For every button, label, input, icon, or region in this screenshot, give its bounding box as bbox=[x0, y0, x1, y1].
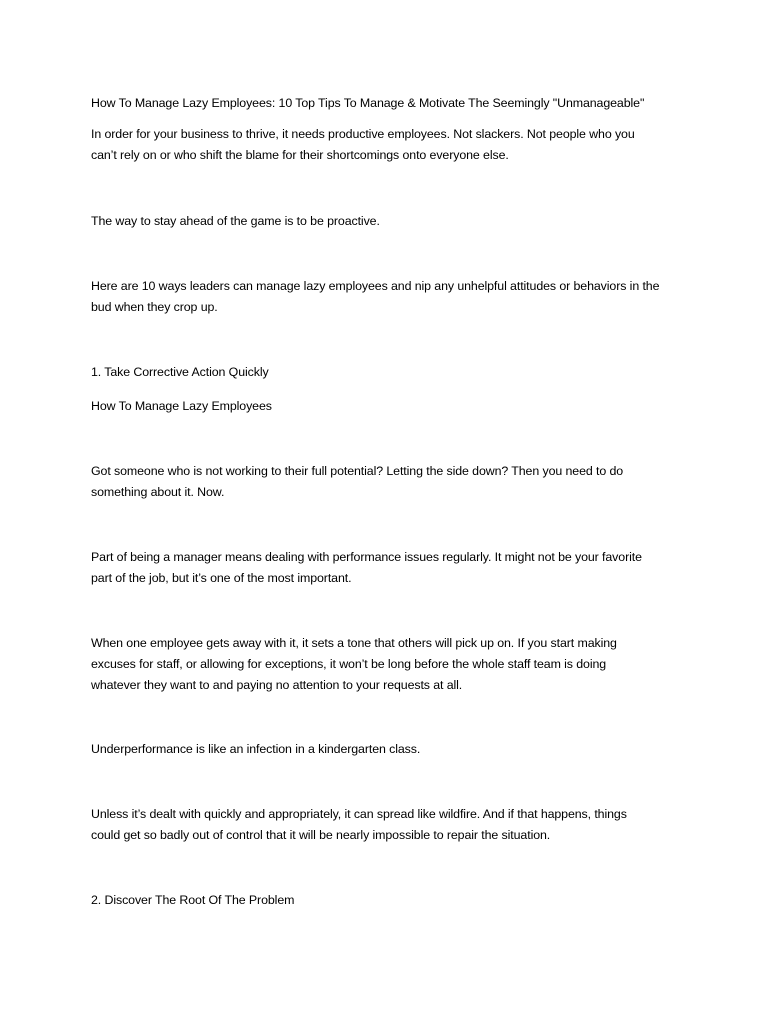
paragraph-line: whatever they want to and paying no attention to your requests at all. bbox=[91, 678, 463, 692]
paragraph-line: Underperformance is like an infection in a kindergarten class. bbox=[91, 742, 421, 756]
paragraph-line: Unless it’s dealt with quickly and appropriately, it can spread like wildfire. And if that happens, things bbox=[91, 807, 627, 821]
paragraph-line: could get so badly out of control that it will be nearly impossible to repair the situation. bbox=[91, 828, 551, 842]
paragraph-line: Here are 10 ways leaders can manage lazy employees and nip any unhelpful attitudes or behaviors in the bbox=[91, 279, 660, 293]
paragraph-line: When one employee gets away with it, it sets a tone that others will pick up on. If you start making bbox=[91, 636, 617, 650]
paragraph-line: Part of being a manager means dealing with performance issues regularly. It might not be your favorite bbox=[91, 550, 642, 564]
paragraph-line: The way to stay ahead of the game is to be proactive. bbox=[91, 214, 380, 228]
paragraph-line: part of the job, but it’s one of the most important. bbox=[91, 571, 352, 585]
document-title: How To Manage Lazy Employees: 10 Top Tips To Manage & Motivate The Seemingly "Unmanageable" bbox=[91, 96, 645, 110]
section-heading: 1. Take Corrective Action Quickly bbox=[91, 365, 269, 379]
subheading: How To Manage Lazy Employees bbox=[91, 399, 272, 413]
paragraph-line: excuses for staff, or allowing for exceptions, it won’t be long before the whole staff team is doing bbox=[91, 657, 607, 671]
paragraph-line: something about it. Now. bbox=[91, 485, 225, 499]
section-heading: 2. Discover The Root Of The Problem bbox=[91, 893, 295, 907]
paragraph-line: Got someone who is not working to their full potential? Letting the side down? Then you need to do bbox=[91, 464, 624, 478]
paragraph-line: bud when they crop up. bbox=[91, 300, 218, 314]
paragraph-line: In order for your business to thrive, it needs productive employees. Not slackers. Not people who you bbox=[91, 127, 635, 141]
paragraph-line: can’t rely on or who shift the blame for their shortcomings onto everyone else. bbox=[91, 148, 509, 162]
